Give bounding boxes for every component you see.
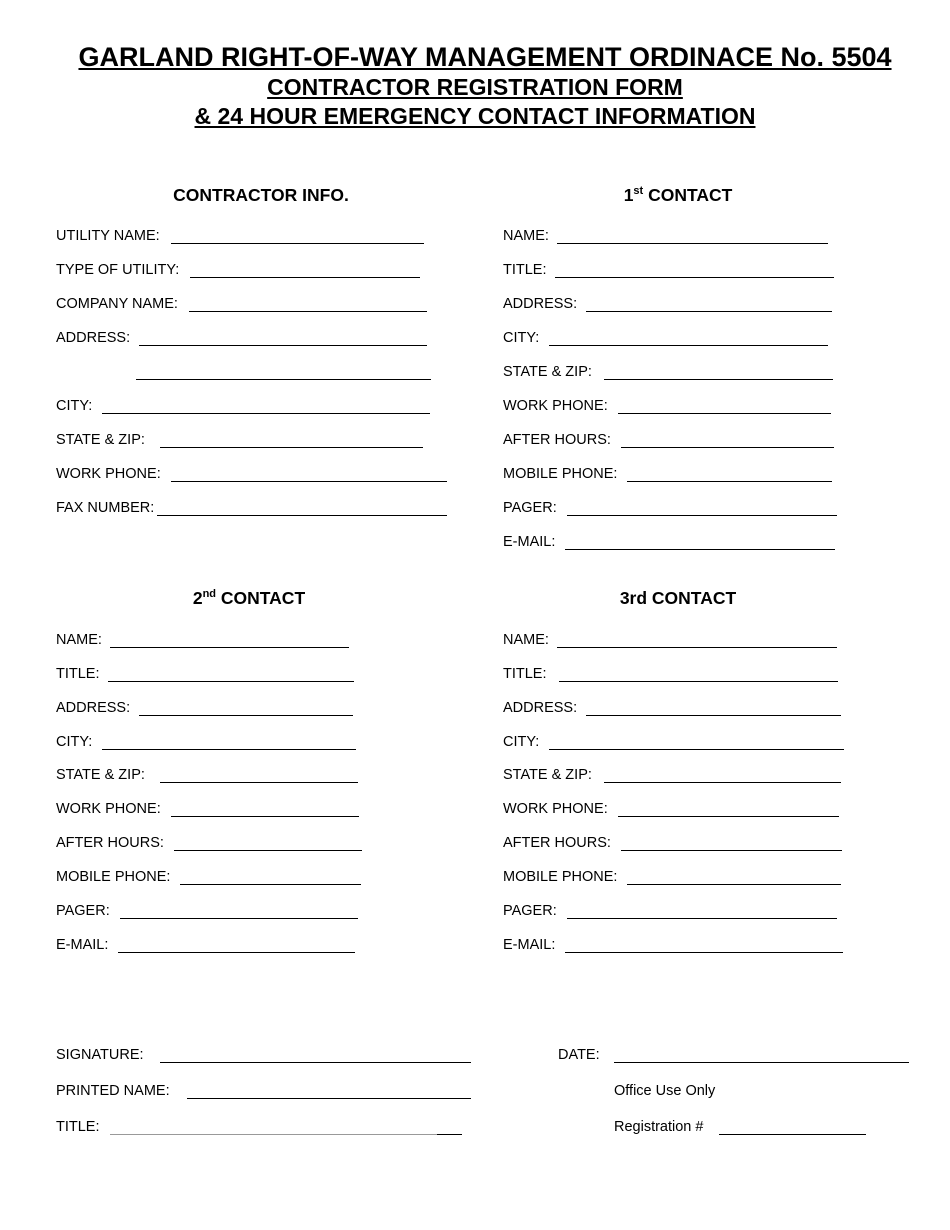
c2-address-label: ADDRESS: bbox=[56, 700, 131, 716]
second-contact-heading: 2nd CONTACT bbox=[192, 588, 306, 608]
printed-name-field[interactable] bbox=[187, 1098, 471, 1099]
fax-number-label: FAX NUMBER: bbox=[56, 500, 155, 516]
footer-title-field-end bbox=[437, 1134, 462, 1135]
c2-mobile-phone-label: MOBILE PHONE: bbox=[56, 869, 171, 885]
c1-name-label: NAME: bbox=[503, 228, 549, 244]
address-label: ADDRESS: bbox=[56, 330, 131, 346]
c2-name-field[interactable] bbox=[110, 647, 349, 648]
state-zip-field[interactable] bbox=[160, 447, 423, 448]
c1-email-field[interactable] bbox=[565, 549, 835, 550]
form-subtitle: CONTRACTOR REGISTRATION FORM bbox=[267, 74, 683, 100]
date-field[interactable] bbox=[614, 1062, 909, 1063]
c1-work-phone-label: WORK PHONE: bbox=[503, 398, 608, 414]
c2-name-label: NAME: bbox=[56, 632, 102, 648]
c1-work-phone-field[interactable] bbox=[618, 413, 831, 414]
contractor-info-heading: CONTRACTOR INFO. bbox=[173, 185, 349, 205]
c1-mobile-phone-field[interactable] bbox=[627, 481, 832, 482]
c2-title-label: TITLE: bbox=[56, 666, 100, 682]
form-subtitle-emergency: & 24 HOUR EMERGENCY CONTACT INFORMATION bbox=[194, 103, 756, 129]
c3-address-label: ADDRESS: bbox=[503, 700, 578, 716]
type-of-utility-label: TYPE OF UTILITY: bbox=[56, 262, 180, 278]
form-title: GARLAND RIGHT-OF-WAY MANAGEMENT ORDINACE No. 5504 bbox=[78, 42, 892, 72]
c3-state-zip-label: STATE & ZIP: bbox=[503, 767, 592, 783]
work-phone-label: WORK PHONE: bbox=[56, 466, 161, 482]
c2-address-field[interactable] bbox=[139, 715, 353, 716]
c2-pager-field[interactable] bbox=[120, 918, 358, 919]
c3-after-hours-field[interactable] bbox=[621, 850, 842, 851]
utility-name-field[interactable] bbox=[171, 243, 424, 244]
footer-title-label: TITLE: bbox=[56, 1119, 100, 1135]
office-use-label: Office Use Only bbox=[614, 1083, 716, 1099]
c1-state-zip-label: STATE & ZIP: bbox=[503, 364, 592, 380]
c1-address-label: ADDRESS: bbox=[503, 296, 578, 312]
address-field-line2[interactable] bbox=[136, 379, 431, 380]
c2-state-zip-field[interactable] bbox=[160, 782, 358, 783]
company-name-field[interactable] bbox=[189, 311, 427, 312]
c2-after-hours-label: AFTER HOURS: bbox=[56, 835, 164, 851]
c1-pager-field[interactable] bbox=[567, 515, 837, 516]
c2-work-phone-label: WORK PHONE: bbox=[56, 801, 161, 817]
c2-pager-label: PAGER: bbox=[56, 903, 110, 919]
c3-after-hours-label: AFTER HOURS: bbox=[503, 835, 611, 851]
c1-city-field[interactable] bbox=[549, 345, 828, 346]
state-zip-label: STATE & ZIP: bbox=[56, 432, 145, 448]
c2-mobile-phone-field[interactable] bbox=[180, 884, 361, 885]
c3-email-field[interactable] bbox=[565, 952, 843, 953]
c3-address-field[interactable] bbox=[586, 715, 841, 716]
c2-city-label: CITY: bbox=[56, 734, 93, 750]
c3-pager-label: PAGER: bbox=[503, 903, 557, 919]
c3-email-label: E-MAIL: bbox=[503, 937, 556, 953]
c3-city-label: CITY: bbox=[503, 734, 540, 750]
signature-label: SIGNATURE: bbox=[56, 1047, 144, 1063]
c2-email-field[interactable] bbox=[118, 952, 355, 953]
c3-city-field[interactable] bbox=[549, 749, 844, 750]
c1-after-hours-field[interactable] bbox=[621, 447, 834, 448]
c1-state-zip-field[interactable] bbox=[604, 379, 833, 380]
type-of-utility-field[interactable] bbox=[190, 277, 420, 278]
c3-mobile-phone-field[interactable] bbox=[627, 884, 841, 885]
c3-work-phone-field[interactable] bbox=[618, 816, 839, 817]
city-field[interactable] bbox=[102, 413, 430, 414]
c3-title-field[interactable] bbox=[559, 681, 838, 682]
c2-state-zip-label: STATE & ZIP: bbox=[56, 767, 145, 783]
c2-email-label: E-MAIL: bbox=[56, 937, 109, 953]
c2-title-field[interactable] bbox=[108, 681, 354, 682]
printed-name-label: PRINTED NAME: bbox=[56, 1083, 170, 1099]
footer-title-field[interactable] bbox=[110, 1134, 437, 1135]
signature-field[interactable] bbox=[160, 1062, 471, 1063]
address-field[interactable] bbox=[139, 345, 427, 346]
city-label: CITY: bbox=[56, 398, 93, 414]
c3-title-label: TITLE: bbox=[503, 666, 547, 682]
c3-state-zip-field[interactable] bbox=[604, 782, 841, 783]
third-contact-heading: 3rd CONTACT bbox=[619, 588, 737, 608]
c3-mobile-phone-label: MOBILE PHONE: bbox=[503, 869, 618, 885]
c1-after-hours-label: AFTER HOURS: bbox=[503, 432, 611, 448]
c1-title-label: TITLE: bbox=[503, 262, 547, 278]
c1-email-label: E-MAIL: bbox=[503, 534, 556, 550]
c1-city-label: CITY: bbox=[503, 330, 540, 346]
c1-title-field[interactable] bbox=[555, 277, 834, 278]
c2-work-phone-field[interactable] bbox=[171, 816, 359, 817]
date-label: DATE: bbox=[558, 1047, 600, 1063]
c3-pager-field[interactable] bbox=[567, 918, 837, 919]
first-contact-heading: 1st CONTACT bbox=[623, 185, 733, 205]
c3-name-field[interactable] bbox=[557, 647, 837, 648]
c1-mobile-phone-label: MOBILE PHONE: bbox=[503, 466, 618, 482]
c3-work-phone-label: WORK PHONE: bbox=[503, 801, 608, 817]
c2-after-hours-field[interactable] bbox=[174, 850, 362, 851]
c1-pager-label: PAGER: bbox=[503, 500, 557, 516]
c2-city-field[interactable] bbox=[102, 749, 356, 750]
registration-field[interactable] bbox=[719, 1134, 866, 1135]
c3-name-label: NAME: bbox=[503, 632, 549, 648]
fax-number-field[interactable] bbox=[157, 515, 447, 516]
work-phone-field[interactable] bbox=[171, 481, 447, 482]
c1-name-field[interactable] bbox=[557, 243, 828, 244]
registration-label: Registration # bbox=[614, 1119, 704, 1135]
company-name-label: COMPANY NAME: bbox=[56, 296, 178, 312]
c1-address-field[interactable] bbox=[586, 311, 832, 312]
utility-name-label: UTILITY NAME: bbox=[56, 228, 160, 244]
